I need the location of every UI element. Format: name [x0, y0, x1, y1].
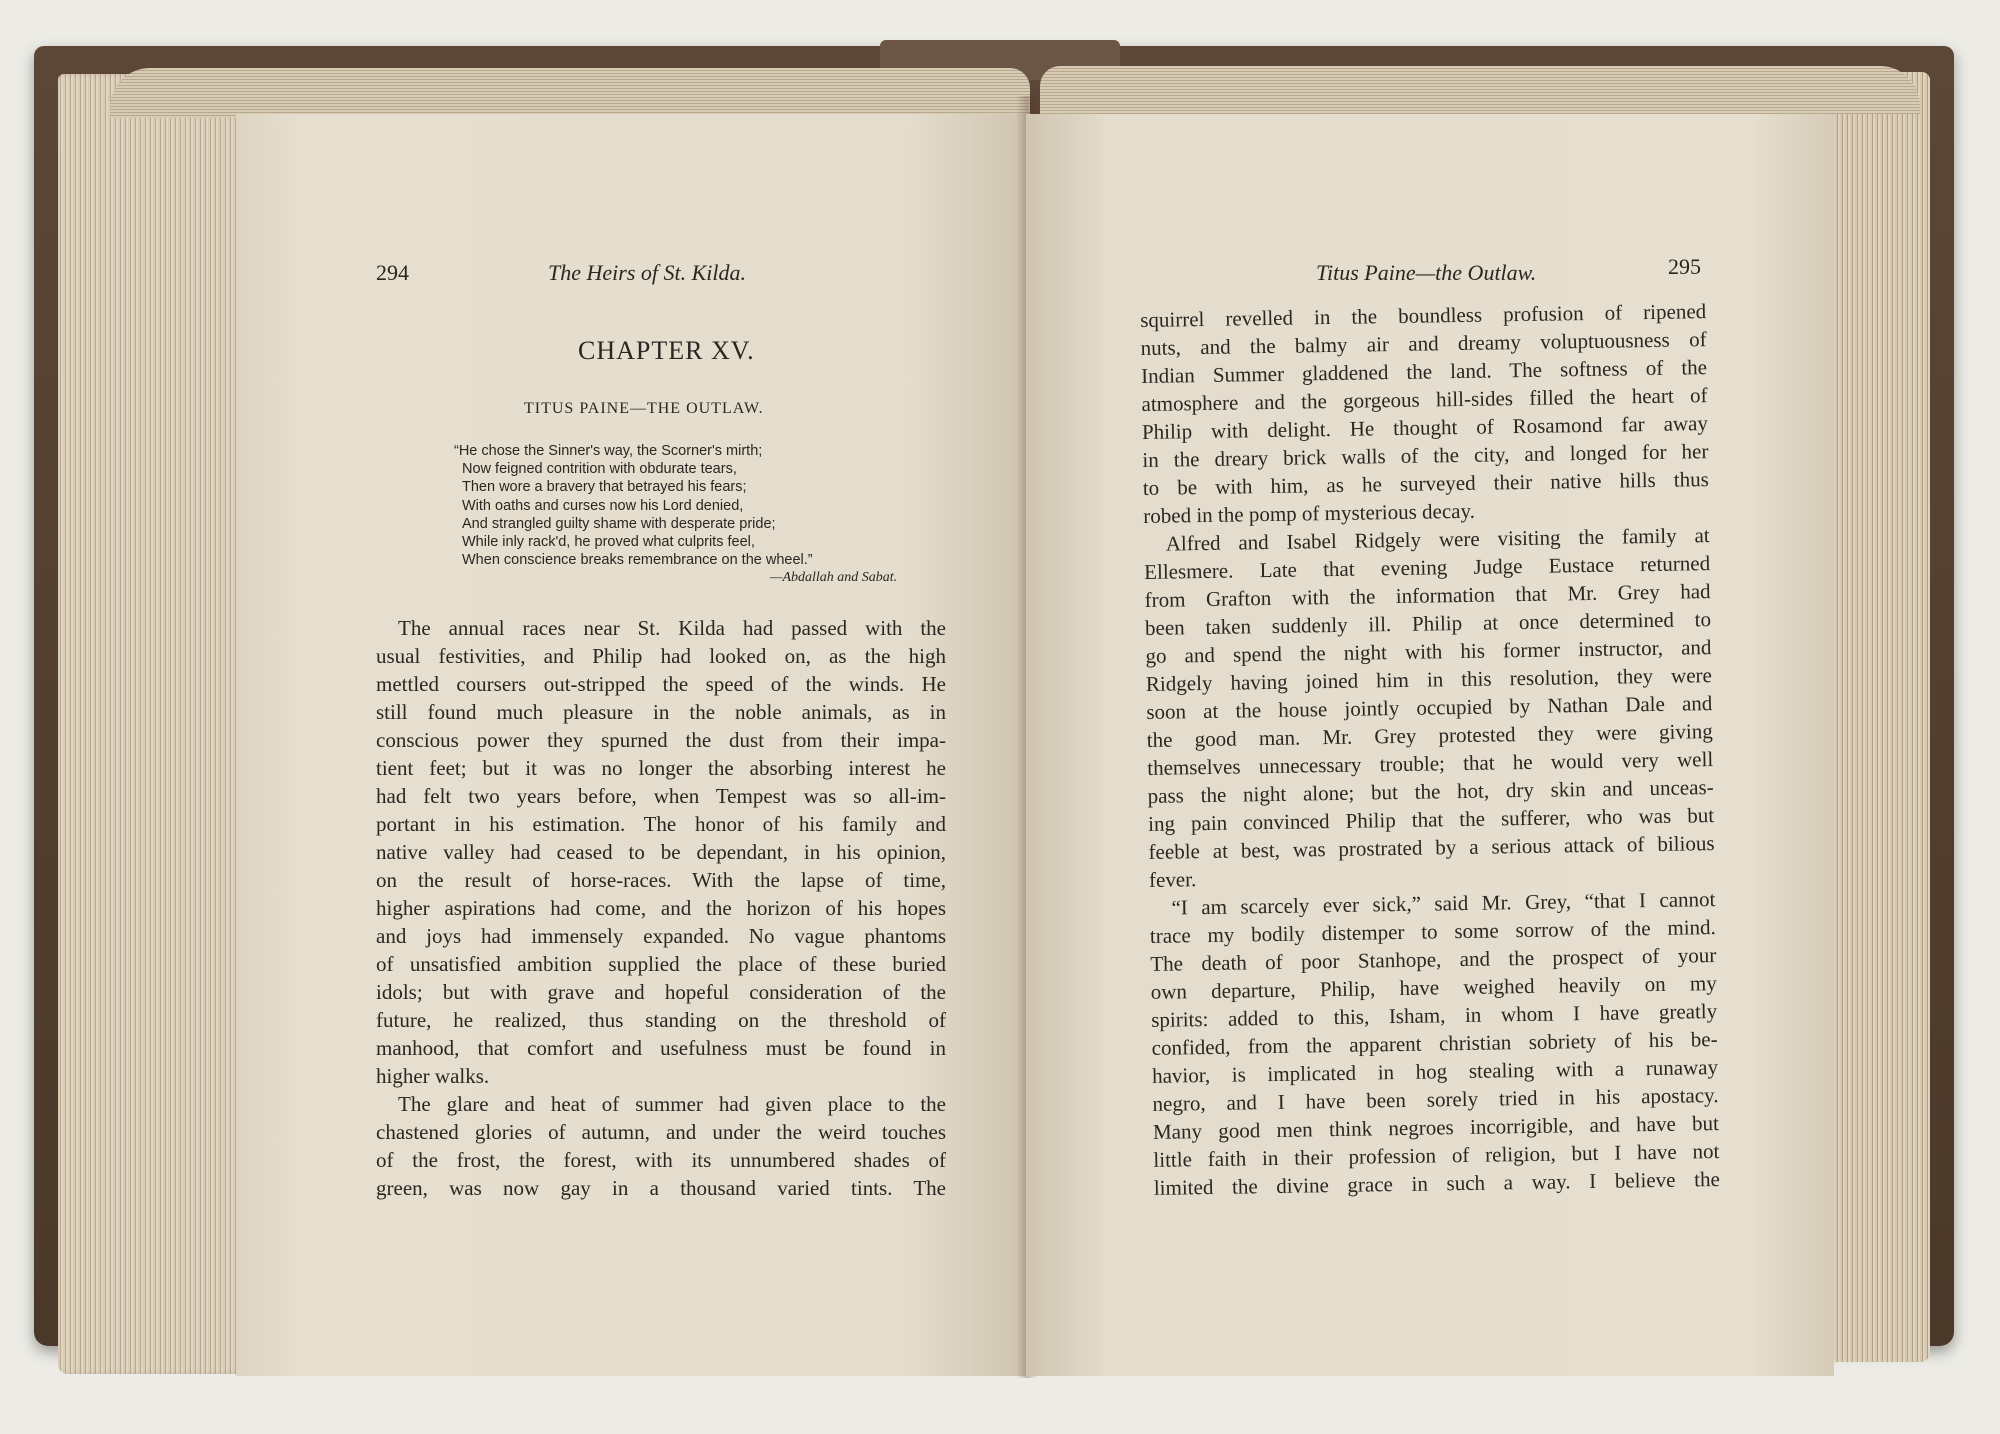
text-line: negro, and I have been sorely tried in his apostacy. — [1152, 1083, 1719, 1116]
text-line: atmosphere and the gorgeous hill-sides filled the heart of — [1141, 383, 1708, 416]
text-line: native valley had ceased to be dependant, in his opinion, — [376, 840, 946, 864]
epigraph-line: While inly rack'd, he proved what culprits feel, — [462, 534, 755, 551]
text-line: limited the divine grace in such a way. I believe the — [1153, 1167, 1720, 1200]
text-line: and joys had immensely expanded. No vague phantoms — [376, 924, 946, 948]
text-line: usual festivities, and Philip had looked on, as the high — [376, 644, 946, 668]
text-line: trace my bodily distemper to some sorrow of the mind. — [1149, 915, 1717, 948]
epigraph-line: “He chose the Sinner's way, the Scorner's mirth; — [454, 443, 763, 459]
text-line: little faith in their profession of religion, but I have not — [1153, 1139, 1720, 1172]
text-line: havior, is implicated in hog stealing with a runaway — [1151, 1055, 1719, 1088]
text-line: Ridgely having joined him in this resolution, they were — [1145, 663, 1713, 696]
text-line: mettled coursers out-stripped the speed of the winds. He — [376, 672, 946, 696]
text-line: Ellesmere. Late that evening Judge Eustace returned — [1143, 551, 1711, 584]
text-line: future, he realized, thus standing on the threshold of — [376, 1008, 946, 1032]
top-page-edges-right — [1040, 66, 1920, 114]
text-line: “I am scarcely ever sick,” said Mr. Grey, “that I cannot — [1171, 887, 1716, 920]
text-line: chastened glories of autumn, and under the weird touches — [376, 1120, 946, 1144]
text-line: manhood, that comfort and usefulness must be found in — [376, 1036, 946, 1060]
text-line: Philip with delight. He thought of Rosamond far away — [1141, 411, 1709, 444]
epigraph-attribution: —Abdallah and Sabat. — [770, 570, 898, 585]
text-line: been taken suddenly ill. Philip at once determined to — [1144, 607, 1712, 640]
text-line: still found much pleasure in the noble animals, as in — [376, 700, 946, 724]
text-line: portant in his estimation. The honor of his family and — [376, 812, 946, 836]
right-body-text — [1140, 297, 1720, 1202]
text-line: conscious power they spurned the dust from their impa- — [376, 728, 946, 752]
epigraph-line: When conscience breaks remembrance on the wheel.” — [462, 552, 813, 569]
text-line: spirits: added to this, Isham, in whom I have greatly — [1151, 999, 1718, 1032]
text-line: own departure, Philip, have weighed heavily on my — [1150, 971, 1717, 1004]
chapter-heading: CHAPTER XV. — [578, 336, 755, 365]
text-line: themselves unnecessary trouble; that he would very well — [1147, 747, 1714, 780]
left-page — [236, 114, 1026, 1376]
text-line: green, was now gay in a thousand varied tints. The — [376, 1176, 946, 1200]
chapter-subtitle: TITUS PAINE—THE OUTLAW. — [524, 400, 764, 417]
epigraph — [454, 442, 813, 569]
epigraph-line: Now feigned contrition with obdurate tears, — [462, 461, 737, 478]
text-line: of unsatisfied ambition supplied the place of these buried — [376, 952, 946, 976]
text-line: on the result of horse-races. With the lapse of time, — [376, 868, 946, 892]
text-line: The annual races near St. Kilda had passed with the — [398, 616, 946, 640]
text-line: of the frost, the forest, with its unnumbered shades of — [376, 1148, 946, 1172]
text-line: ing pain convinced Philip that the sufferer, who was but — [1147, 803, 1715, 836]
text-line: pass the night alone; but the hot, dry skin and unceas- — [1147, 775, 1714, 808]
left-body-text — [376, 614, 946, 1202]
text-line: fever. — [1148, 867, 1197, 892]
page-number-left: 294 — [376, 260, 409, 285]
epigraph-line: With oaths and curses now his Lord denied, — [462, 497, 744, 514]
text-line: Many good men think negroes incorrigible, and have but — [1152, 1111, 1720, 1144]
epigraph-line: Then wore a bravery that betrayed his fears; — [462, 479, 747, 496]
text-line: higher walks. — [376, 1064, 490, 1088]
text-line: tient feet; but it was no longer the absorbing interest he — [376, 756, 946, 780]
right-page — [1026, 114, 1834, 1376]
epigraph-line: And strangled guilty shame with desperate pride; — [462, 515, 776, 532]
text-line: higher aspirations had come, and the horizon of his hopes — [376, 896, 946, 920]
top-page-edges-left — [110, 68, 1030, 118]
text-line: idols; but with grave and hopeful consideration of the — [376, 980, 946, 1004]
text-line: The glare and heat of summer had given place to the — [398, 1092, 946, 1116]
text-line: The death of poor Stanhope, and the prospect of your — [1150, 943, 1717, 976]
running-title-left: The Heirs of St. Kilda. — [548, 260, 747, 285]
text-line: the good man. Mr. Grey protested they were giving — [1146, 719, 1713, 752]
text-line: soon at the house jointly occupied by Nathan Dale and — [1146, 691, 1713, 724]
text-line: Alfred and Isabel Ridgely were visiting the family at — [1165, 523, 1710, 556]
text-line: had felt two years before, when Tempest was so all-im- — [376, 784, 946, 808]
text-line: Indian Summer gladdened the land. The softness of the — [1140, 355, 1708, 388]
text-line: in the dreary brick walls of the city, and longed for her — [1142, 439, 1709, 472]
text-line: robed in the pomp of mysterious decay. — [1143, 498, 1476, 528]
left-page-edges — [58, 74, 248, 1374]
running-title-right: Titus Paine—the Outlaw. — [1316, 260, 1537, 285]
text-line: feeble at best, was prostrated by a serious attack of bilious — [1148, 831, 1715, 864]
text-line: confided, from the apparent christian sobriety of his be- — [1151, 1027, 1718, 1060]
text-line: from Grafton with the information that Mr. Grey had — [1144, 579, 1711, 612]
text-line: go and spend the night with his former instructor, and — [1145, 635, 1712, 668]
text-line: to be with him, as he surveyed their native hills thus — [1142, 467, 1709, 500]
page-number-right: 295 — [1668, 254, 1701, 279]
text-line: nuts, and the balmy air and dreamy voluptuousness of — [1140, 327, 1707, 360]
text-line: squirrel revelled in the boundless profusion of ripened — [1140, 299, 1707, 332]
